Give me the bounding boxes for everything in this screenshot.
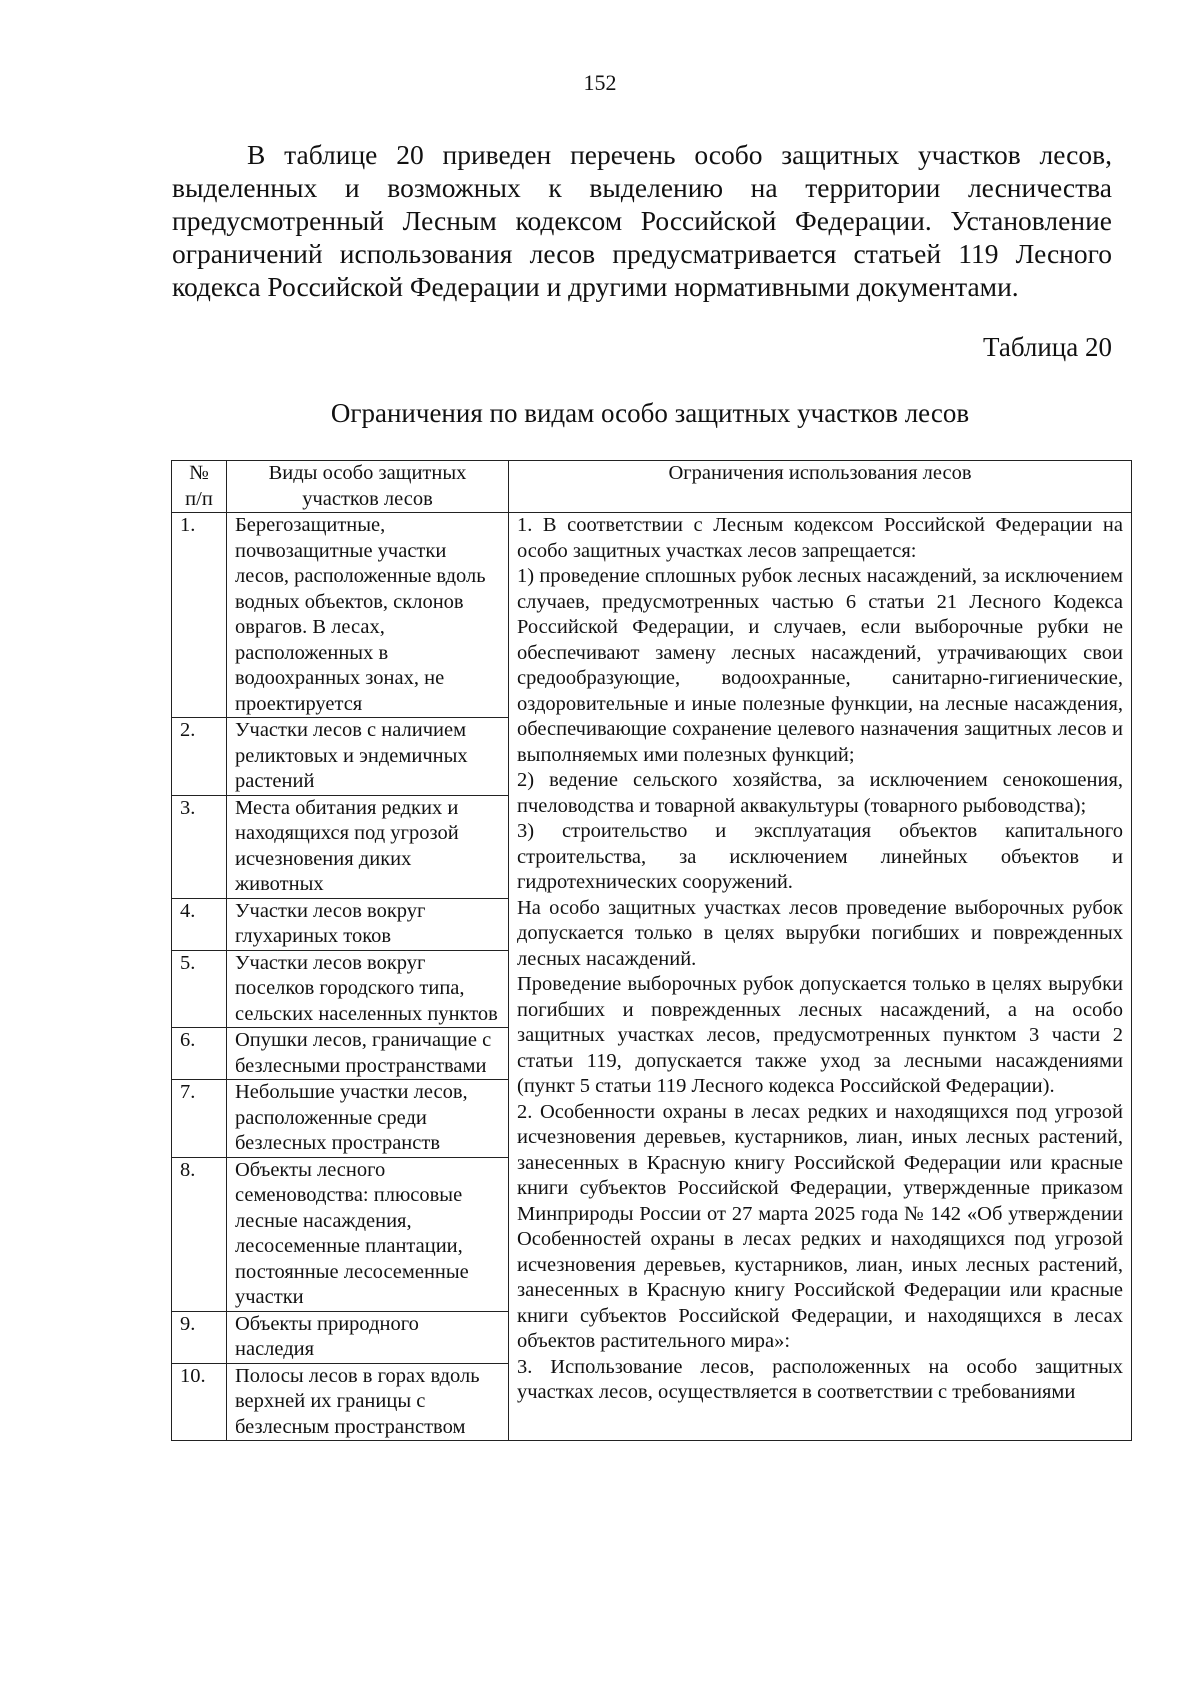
header-restrictions: Ограничения использования лесов xyxy=(509,461,1132,513)
table-header-row xyxy=(172,461,1132,513)
restriction-paragraph: На особо защитных участках лесов проведение выборочных рубок допускается только в целях вырубки погибших и поврежденных лесных насаждений. xyxy=(517,896,1123,970)
row-type: Места обитания редких и находящихся под угрозой исчезновения диких животных xyxy=(227,795,509,898)
restriction-paragraph: 2. Особенности охраны в лесах редких и находящихся под угрозой исчезновения деревьев, кустарников, лиан, иных лесных растений, занесенных в Красную книгу Российской Федерации или красные книги субъектов Российской Федерации, утвержденные приказом Минприроды России от 27 марта 2025 года № 142 «Об утверждении Особенностей охраны в лесах редких и находящихся под угрозой исчезновения деревьев, кустарников, лиан, иных лесных растений, занесенных в Красную книгу Российской Федерации или красные книги субъектов Российской Федерации, и находящихся в лесах объектов растительного мира»: xyxy=(517,1100,1123,1352)
row-type: Участки лесов с наличием реликтовых и эндемичных растений xyxy=(227,718,509,796)
row-type: Полосы лесов в горах вдоль верхней их границы с безлесным пространством xyxy=(227,1363,509,1441)
row-number: 8. xyxy=(172,1157,227,1311)
restrictions-cell xyxy=(509,513,1132,1441)
row-number: 7. xyxy=(172,1080,227,1158)
row-number: 9. xyxy=(172,1311,227,1363)
table-label: Таблица 20 xyxy=(983,332,1112,362)
restriction-paragraph: 2) ведение сельского хозяйства, за исключением сенокошения, пчеловодства и товарной аквакультуры (товарного рыбоводства); xyxy=(517,769,1123,817)
table-title: Ограничения по видам особо защитных участков лесов xyxy=(330,398,970,428)
intro-paragraph: В таблице 20 приведен перечень особо защитных участков лесов, выделенных и возможных к выделению на территории лесничества предусмотренный Лесным кодексом Российской Федерации. Установление ограничений использования лесов предусматривается статьей 119 Лесного кодекса Российской Федерации и другими нормативными документами. xyxy=(172,139,1112,302)
row-type: Объекты лесного семеноводства: плюсовые лесные насаждения, лесосеменные плантации, постоянные лесосеменные участки xyxy=(227,1157,509,1311)
row-type: Берегозащитные, почвозащитные участки лесов, расположенные вдоль водных объектов, склонов оврагов. В лесах, расположенных в водоохранных зонах, не проектируется xyxy=(227,513,509,718)
restriction-paragraph: 1) проведение сплошных рубок лесных насаждений, за исключением случаев, предусмотренных частью 6 статьи 21 Лесного Кодекса Российской Федерации, и случаев, если выборочные рубки не обеспечивают замену лесных насаждений, утрачивающих свои средообразующие, водоохранные, санитарно-гигиенические, оздоровительные и иные полезные функции, на лесные насаждения, обеспечивающие сохранение целевого назначения защитных лесов и выполняемых ими полезных функций; xyxy=(517,565,1123,766)
restriction-paragraph: 1. В соответствии с Лесным кодексом Российской Федерации на особо защитных участках лесов запрещается: xyxy=(517,514,1123,562)
row-number: 2. xyxy=(172,718,227,796)
row-number: 5. xyxy=(172,950,227,1028)
row-type: Небольшие участки лесов, расположенные среди безлесных пространств xyxy=(227,1080,509,1158)
row-type: Объекты природного наследия xyxy=(227,1311,509,1363)
row-type: Участки лесов вокруг глухариных токов xyxy=(227,898,509,950)
restriction-paragraph: Проведение выборочных рубок допускается только в целях вырубки погибших и поврежденных лесных насаждений, а на особо защитных участках лесов, предусмотренных пунктом 3 части 2 статьи 119, допускается также уход за лесными насаждениями (пункт 5 статьи 119 Лесного кодекса Российской Федерации). xyxy=(517,973,1123,1097)
row-number: 6. xyxy=(172,1028,227,1080)
row-number: 3. xyxy=(172,795,227,898)
header-number: № п/п xyxy=(172,461,227,513)
row-type: Участки лесов вокруг поселков городского типа, сельских населенных пунктов xyxy=(227,950,509,1028)
restrictions-table xyxy=(171,460,1132,1441)
row-type: Опушки лесов, граничащие с безлесными пространствами xyxy=(227,1028,509,1080)
header-type: Виды особо защитных участков лесов xyxy=(227,461,509,513)
table-row xyxy=(172,513,1132,718)
restriction-paragraph: 3) строительство и эксплуатация объектов капитального строительства, за исключением линейных объектов и гидротехнических сооружений. xyxy=(517,820,1123,893)
restriction-paragraph: 3. Использование лесов, расположенных на особо защитных участках лесов, осуществляется в соответствии с требованиями xyxy=(517,1355,1123,1403)
page-number: 152 xyxy=(583,70,617,95)
row-number: 4. xyxy=(172,898,227,950)
row-number: 10. xyxy=(172,1363,227,1441)
row-number: 1. xyxy=(172,513,227,718)
